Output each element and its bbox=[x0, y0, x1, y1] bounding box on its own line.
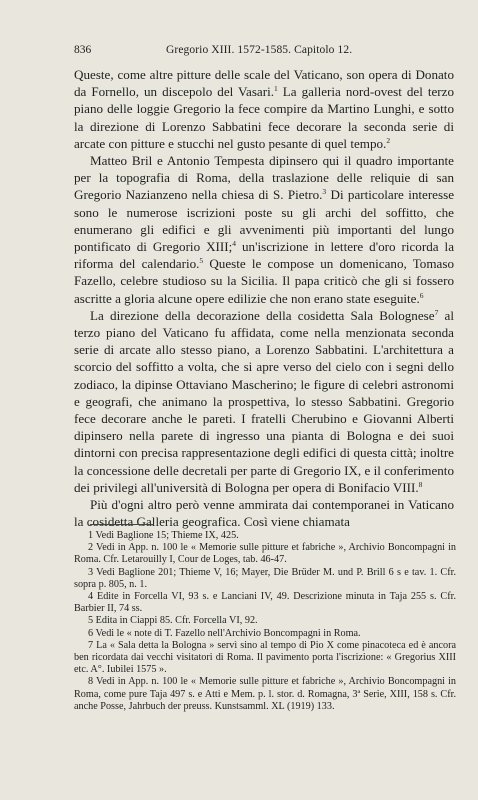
footnote-ref: 2 bbox=[386, 135, 391, 145]
footnote-2: 2 Vedi in App. n. 100 le « Memorie sulle pitture et fabriche », Archivio Boncompagni in Roma. Cfr. Letarouilly I, Cour de Loges, tab. 46-47. bbox=[74, 542, 456, 566]
paragraph-2: Matteo Bril e Antonio Tempesta dipinsero qui il quadro importante per la topografia di Roma, della traslazione delle reliquie di san Gregorio Nazianzeno nella chiesa di S. Pietro.$^3$ Di particolare interesse sono le numerose iscrizioni poste su gli archi del soffitto, che enumerano gli edifici e gli avvenimenti più importanti del lungo pontificato di Gregorio XIII;$^4$ un'iscrizione in lettere d'oro ricorda la riforma del calendario.$^5$ Queste le compose un domenicano, Tomaso Fazello, celebre studioso su la Sicilia. Il papa criticò che gli si fossero ascritte a gloria alcune opere edilizie che non erano state eseguite.$^6$ bbox=[74, 153, 454, 306]
footnote-1: 1 Vedi Baglione 15; Thieme IX, 425. bbox=[88, 530, 239, 541]
footnote-ref: 6 bbox=[419, 290, 424, 300]
paragraph-4: Più d'ogni altro però venne ammirata dai contemporanei in Vaticano la cosidetta Galleria geografica. Così viene chiamata bbox=[74, 497, 454, 530]
footnote-4: 4 Edite in Forcella VI, 93 s. e Lanciani IV, 49. Descrizione minuta in Taja 255 s. Cfr. Barbier II, 74 ss. bbox=[74, 591, 456, 615]
footnote-ref: 3 bbox=[322, 187, 327, 197]
footnote-divider bbox=[90, 524, 154, 525]
footnote-7: 7 La « Sala detta la Bologna » servì sino al tempo di Pio X come pinacoteca ed è ancora ben ricordata dai vecchi visitatori di Roma. Il pavimento porta l'iscrizione: « Gregorius XIII etc. A°. Iubilei 1575 ». bbox=[74, 639, 456, 676]
footnote-ref: 8 bbox=[418, 479, 423, 489]
footnote-5: 5 Edita in Ciappi 85. Cfr. Forcella VI, 92. bbox=[88, 615, 258, 627]
page-number: 836 bbox=[74, 44, 92, 56]
footnote-ref: 5 bbox=[199, 256, 204, 266]
footnote-ref: 7 bbox=[434, 307, 439, 317]
footnote-ref: 1 bbox=[274, 84, 278, 94]
main-text bbox=[74, 66, 454, 530]
footnote-3: 3 Vedi Baglione 201; Thieme V, 16; Mayer, Die Brüder M. und P. Brill 6 s e tav. 1. Cfr. sopra p. 805, n. 1. bbox=[74, 566, 456, 590]
footnote-8: 8 Vedi in App. n. 100 le « Memorie sulle pitture et fabriche », Archivio Boncompagni in Roma, come pure Taja 497 s. e Atti e Mem. p. l. stor. d. Romagna, 3ª Serie, XIII, 158 s. Cfr. anche Posse, Jahrbuch der preuss. Kunstsamml. XL (1919) 133. bbox=[74, 676, 456, 712]
running-header bbox=[74, 44, 454, 60]
paragraph-3: La direzione della decorazione della cosidetta Sala Bolognese$^7$ al terzo piano del Vaticano fu affidata, come nella menzionata seconda serie di arcate allo stesso piano, a Lorenzo Sabbatini. L'architettura a scorcio del soffitto a volta, che si apre verso del cielo con i segni dello zodiaco, la dipinse Ottaviano Mascherino; le figure di celebri astronomi e geografi, che animano la prospettiva, lo stesso Sabbatini. Gregorio fece decorare anche le pareti. I fratelli Cherubino e Giovanni Alberti dipinsero nella parete di ingresso una pianta di Bologna e dei suoi dintorni con precisa rappresentazione degli edifici di questa città; inoltre la concessione delle decretali per parte di Gregorio IX, e il conferimento dei privilegi all'università di Bologna per opera di Bonifacio VIII.$^8$ bbox=[74, 307, 454, 495]
footnotes bbox=[74, 530, 456, 713]
footnote-6: 6 Vedi le « note di T. Fazello nell'Archivio Boncompagni in Roma. bbox=[88, 627, 361, 639]
paragraph-1: Queste, come altre pitture delle scale del Vaticano, son opera di Donato da Fornello, un discepolo del Vasari.$^1$ La galleria nord-ovest del terzo piano delle loggie Gregorio la fece compire da Martino Lunghi, e sotto la direzione di Lorenzo Sabbatini fece decorare la seconda serie di arcate con pitture e stucchi nel gusto pesante di quel tempo.$^2$ bbox=[74, 67, 454, 151]
footnote-ref: 4 bbox=[232, 239, 237, 249]
running-title: Gregorio XIII. 1572-1585. Capitolo 12. bbox=[166, 44, 353, 56]
